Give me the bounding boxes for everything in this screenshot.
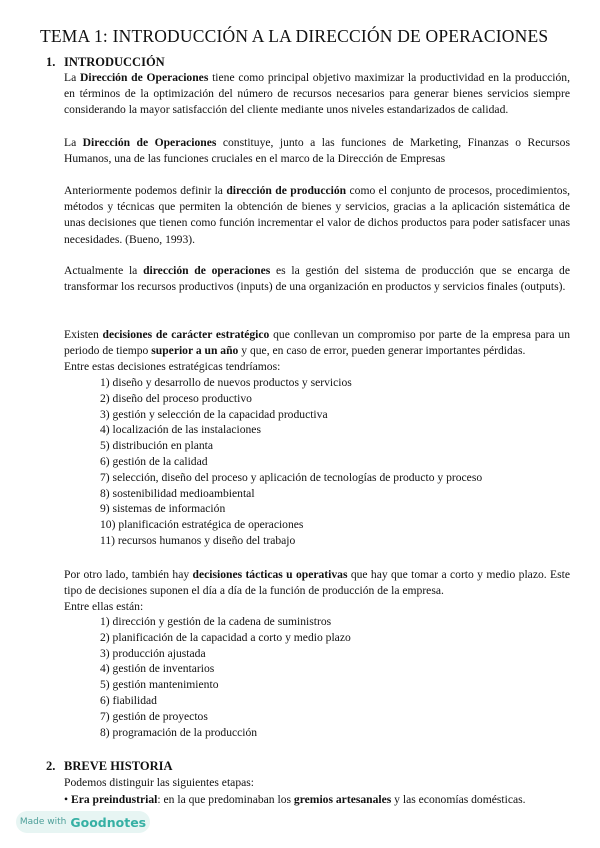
document-title: TEMA 1: INTRODUCCIÓN A LA DIRECCIÓN DE OPERACIONES (40, 26, 549, 46)
section-2-title: BREVE HISTORIA (64, 759, 173, 773)
list-item: 3) producción ajustada (100, 646, 206, 660)
paragraph-2: La Dirección de Operaciones constituye, junto a las funciones de Marketing, Finanzas o Recursos Humanos, una de las funciones cruciales en el marco de la Dirección de Empresas (64, 136, 570, 166)
strategic-decisions-list (100, 375, 482, 549)
section-2-number: 2. (46, 759, 56, 773)
bullet-icon: • (64, 793, 69, 806)
list-item: 2) planificación de la capacidad a corto y medio plazo (100, 630, 351, 644)
section-2-intro: Podemos distinguir las siguientes etapas: (64, 776, 254, 789)
list-item: 3) gestión y selección de la capacidad productiva (100, 407, 328, 421)
list-item: 5) distribución en planta (100, 439, 214, 453)
list-item: 4) localización de las instalaciones (100, 423, 261, 437)
badge-brand: Goodnotes (70, 814, 147, 830)
bold-term: superior a un año (151, 344, 239, 358)
list-item: 8) sostenibilidad medioambiental (100, 486, 255, 500)
paragraph-4: Actualmente la dirección de operaciones es la gestión del sistema de producción que se encarga de transformar los recursos productivos (inputs) de una organización en productos y servicios finales (outputs). (64, 264, 570, 294)
bold-term: dirección de producción (226, 184, 347, 197)
bold-term: decisiones de carácter estratégico (102, 328, 270, 341)
tactical-decisions-list (100, 614, 351, 740)
list-item: 4) gestión de inventarios (100, 662, 215, 676)
list-item: 8) programación de la producción (100, 725, 258, 739)
list-item: 7) gestión de proyectos (100, 709, 208, 723)
paragraph-6: Por otro lado, también hay decisiones tácticas u operativas que hay que tomar a corto y medio plazo. Este tipo de decisiones suponen el día a día de la función de producción de la empresa. Entre ellas están: (64, 568, 570, 614)
list-item: 5) gestión mantenimiento (100, 678, 219, 692)
list-item: 7) selección, diseño del proceso y aplicación de tecnologías de producto y proceso (100, 470, 483, 484)
section-2-heading (46, 759, 172, 774)
paragraph-1: La Dirección de Operaciones tiene como principal objetivo maximizar la productividad en la producción, en términos de la optimización del número de recursos necesarios para generar bienes servicios siempre considerando la mayor satisfacción del cliente mediante unos niveles estandarizados de calidad. (64, 71, 570, 117)
bold-term: Dirección de Operaciones (82, 136, 217, 149)
made-with-goodnotes-badge[interactable] (16, 811, 150, 833)
list-item: 11) recursos humanos y diseño del trabajo (100, 533, 296, 547)
section-1-heading (46, 55, 165, 70)
bold-term: dirección de operaciones (143, 264, 271, 277)
list-item: 1) diseño y desarrollo de nuevos productos y servicios (100, 376, 352, 389)
list-item: 6) gestión de la calidad (100, 454, 208, 468)
section-1-number: 1. (46, 55, 56, 69)
bold-term: Era preindustrial (70, 793, 158, 806)
badge-prefix: Made with (19, 817, 67, 827)
section-1-title: INTRODUCCIÓN (64, 55, 165, 69)
bold-term: decisiones tácticas u operativas (192, 568, 348, 581)
paragraph-3: Anteriormente podemos definir la dirección de producción como el conjunto de procesos, procedimientos, métodos y técnicas que permiten la obtención de bienes y servicios, gracias a la aplicación sistemática de unas decisiones que tienen como función incrementar el valor de dichos productos para poder satisfacer unas necesidades. (Bueno, 1993). (64, 184, 571, 246)
list-item: 2) diseño del proceso productivo (100, 391, 252, 405)
paragraph-5: Existen decisiones de carácter estratégico que conllevan un compromiso por parte de la empresa para un periodo de tiempo superior a un año y que, en caso de error, pueden generar importantes pérdidas. Entre estas decisiones estratégicas tendríamos: (64, 328, 570, 374)
list-item: 10) planificación estratégica de operaciones (100, 518, 304, 532)
list-item: 1) dirección y gestión de la cadena de suministros (100, 615, 332, 628)
list-item: 6) fiabilidad (100, 693, 157, 707)
list-item: 9) sistemas de información (100, 502, 226, 516)
bullet-item: • Era preindustrial: en la que predominaban los gremios artesanales y las economías domésticas. (64, 793, 526, 806)
bold-term: Dirección de Operaciones (79, 71, 209, 84)
bold-term: gremios artesanales (293, 793, 392, 806)
